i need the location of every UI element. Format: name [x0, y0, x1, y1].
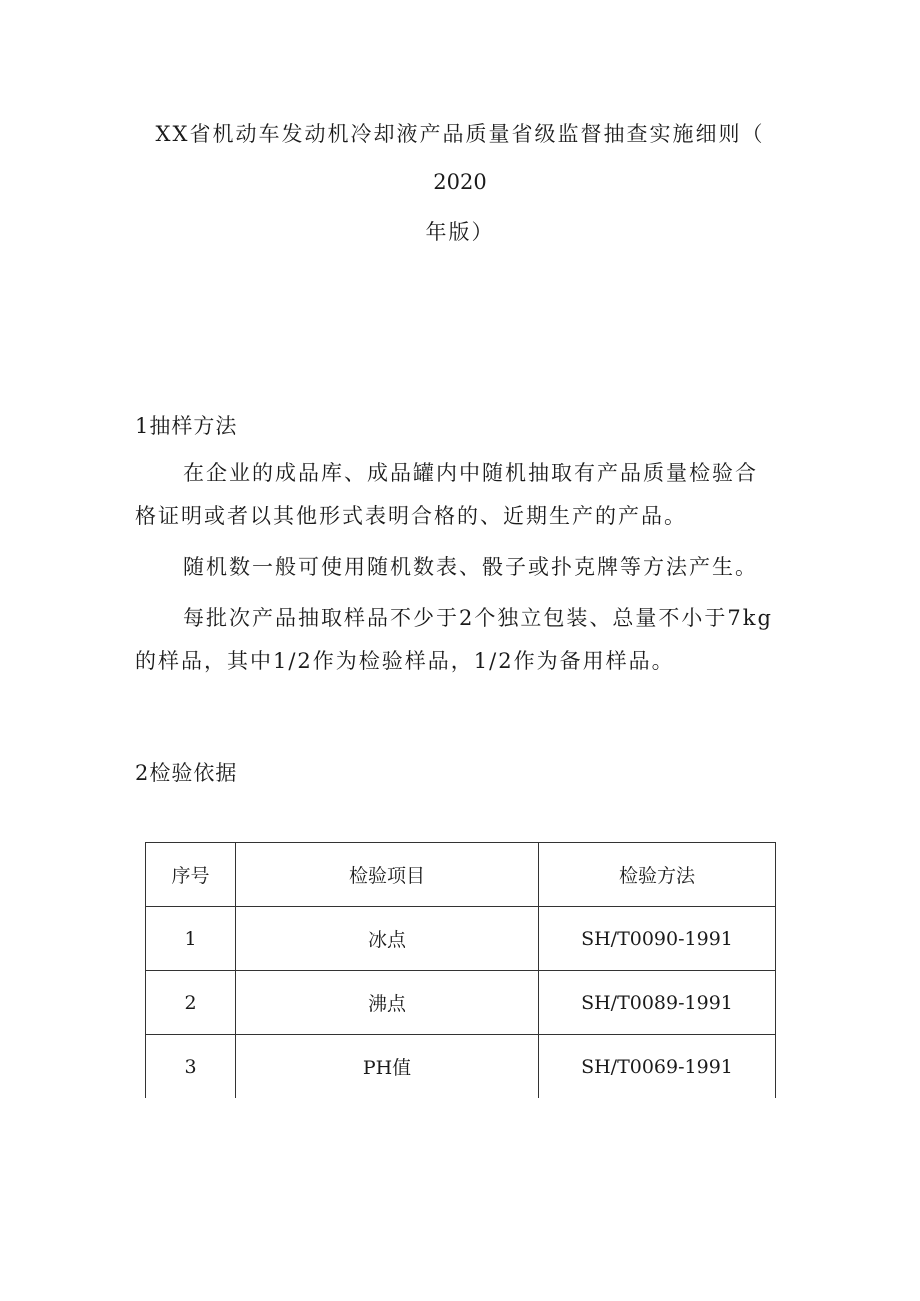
table-cell-index: 3 [146, 1035, 236, 1099]
table-cell-item: 冰点 [236, 907, 539, 971]
document-title-line-1: XX省机动车发动机冷却液产品质量省级监督抽查实施细则（ [155, 122, 765, 146]
document-title-line-2: 2020 [433, 170, 487, 194]
table-cell-item: PH值 [236, 1035, 539, 1099]
table-row [146, 971, 776, 1035]
table-cell-method: SH/T0069-1991 [539, 1035, 776, 1099]
table-cell-item: 沸点 [236, 971, 539, 1035]
paragraph-sampling-source: 在企业的成品库、成品罐内中随机抽取有产品质量检验合格证明或者以其他形式表明合格的、近期生产的产品。 [135, 461, 758, 528]
table-header-index: 序号 [146, 843, 236, 907]
table-cell-method: SH/T0090-1991 [539, 907, 776, 971]
section-heading-inspection-basis: 2检验依据 [135, 761, 238, 785]
table-cell-method: SH/T0089-1991 [539, 971, 776, 1035]
table-row [146, 907, 776, 971]
table-header-method: 检验方法 [539, 843, 776, 907]
table-cell-index: 1 [146, 907, 236, 971]
table-header-row [146, 843, 776, 907]
section-heading-sampling: 1抽样方法 [135, 414, 238, 438]
inspection-basis-table [145, 842, 776, 1098]
table-row [146, 1035, 776, 1099]
table-cell-index: 2 [146, 971, 236, 1035]
table-header-item: 检验项目 [236, 843, 539, 907]
document-title-line-3: 年版） [425, 220, 495, 244]
paragraph-random-number: 随机数一般可使用随机数表、骰子或扑克牌等方法产生。 [183, 555, 758, 579]
paragraph-sample-quantity: 每批次产品抽取样品不少于2个独立包装、总量不小于7kg的样品，其中1/2作为检验样品，1/2作为备用样品。 [135, 606, 773, 673]
